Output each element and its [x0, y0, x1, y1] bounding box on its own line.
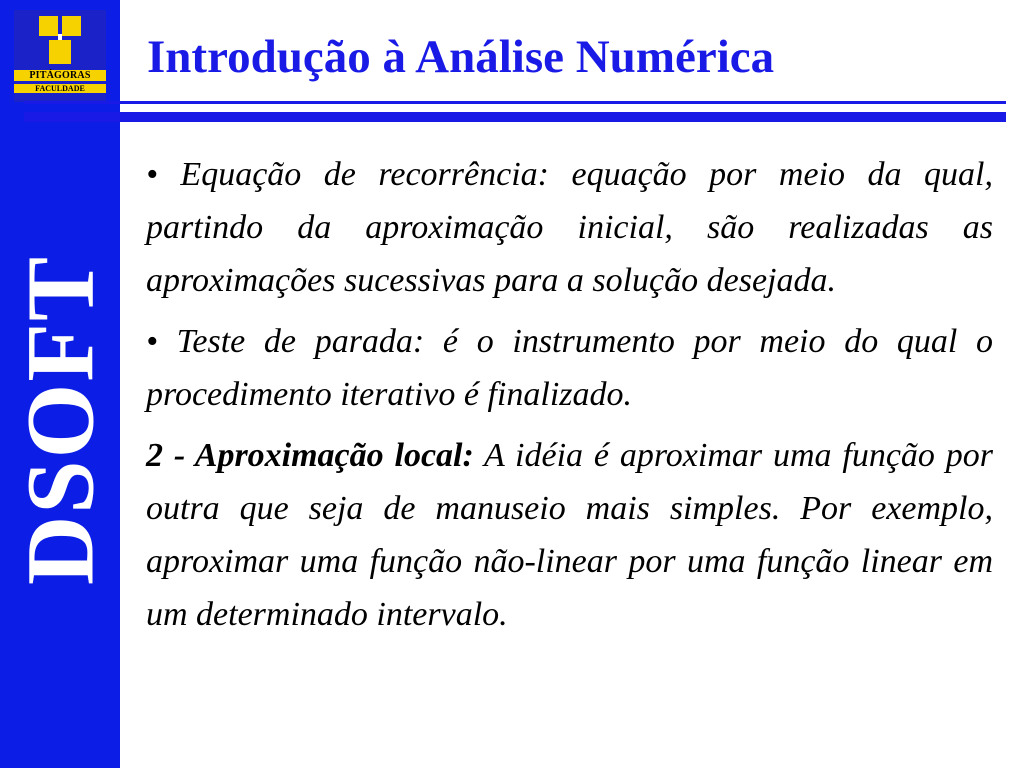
- bullet-text: Equação de recorrência: equação por meio da qual, partindo da aproximação inicial, são realizadas as aproximações sucessivas para a solução desejada.: [146, 156, 993, 299]
- title-divider-thin: [24, 101, 1006, 104]
- section-local-approximation: [146, 429, 993, 641]
- bullet-marker: •: [146, 156, 181, 193]
- sidebar-brand: DSOFT: [6, 254, 114, 586]
- bullet-text: Teste de parada: é o instrumento por meio do qual o procedimento iterativo é finalizado.: [146, 323, 993, 413]
- section-text: A idéia é aproximar uma função por outra que seja de manuseio mais simples. Por exemplo, aproximar uma função não-linear por uma função linear em um determinado intervalo.: [146, 437, 993, 633]
- bullet-marker: •: [146, 323, 177, 360]
- pitagoras-logo: [14, 10, 106, 102]
- title-divider-thick: [24, 112, 1006, 122]
- slide-content: [146, 148, 993, 649]
- logo-name: PITÁGORAS: [14, 70, 106, 81]
- bullet-recurrence: [146, 148, 993, 307]
- slide-title: Introdução à Análise Numérica: [147, 31, 775, 83]
- section-heading: 2 - Aproximação local:: [146, 437, 474, 474]
- bullet-stop-test: [146, 315, 993, 421]
- logo-subname: FACULDADE: [14, 84, 106, 93]
- logo-icon: [37, 14, 83, 70]
